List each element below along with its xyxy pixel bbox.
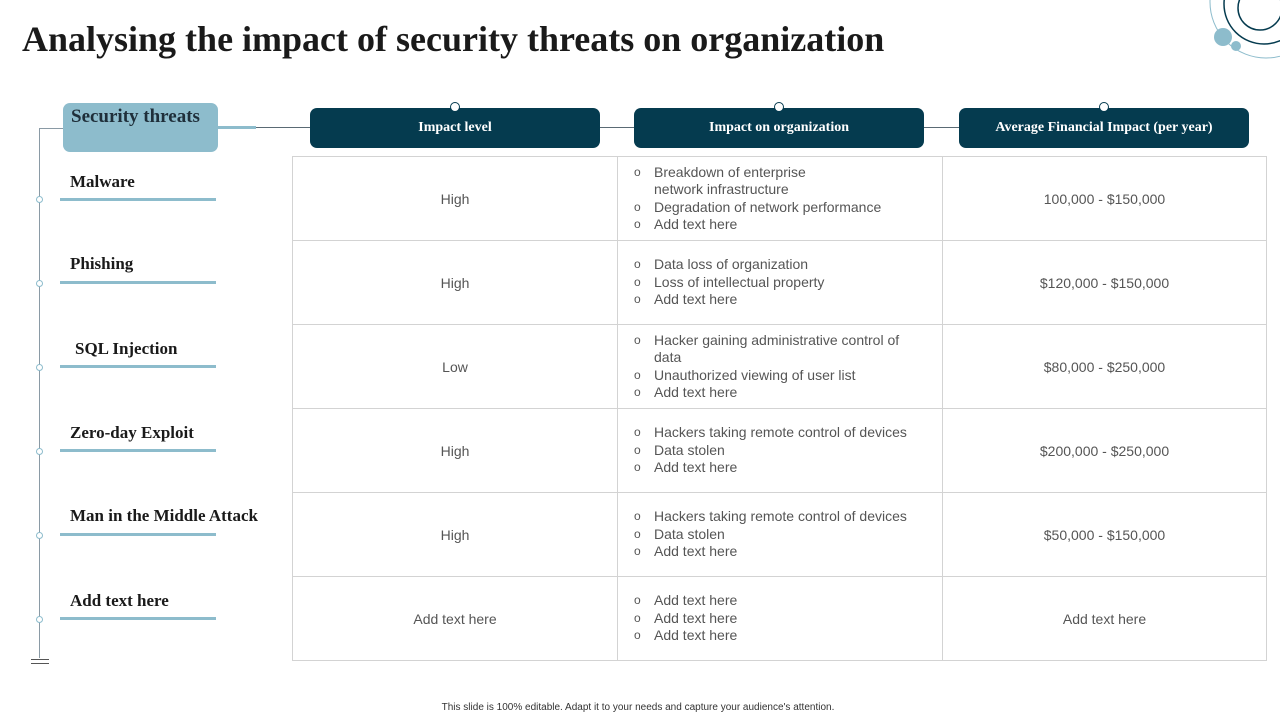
page-title: Analysing the impact of security threats on organization bbox=[22, 19, 885, 59]
impact-level-cell: High bbox=[293, 409, 618, 493]
threat-underline bbox=[60, 449, 216, 452]
impact-on-organization-cell bbox=[618, 157, 943, 241]
table-row bbox=[293, 493, 1267, 577]
impact-bullet: o Add text here bbox=[626, 543, 942, 561]
impact-bullet: o Data loss of organization bbox=[626, 256, 942, 274]
financial-impact-cell: $80,000 - $250,000 bbox=[943, 325, 1267, 409]
impact-on-organization-cell bbox=[618, 241, 943, 325]
impact-table bbox=[292, 156, 1267, 661]
header-impact-level: Impact level bbox=[310, 108, 600, 148]
timeline-dot bbox=[36, 364, 43, 371]
threat-zero-day-exploit bbox=[60, 423, 216, 503]
threat-underline bbox=[60, 281, 216, 284]
header-dot bbox=[1099, 102, 1109, 112]
threat-label: Man in the Middle Attack bbox=[70, 506, 258, 525]
threat-label: Zero-day Exploit bbox=[70, 423, 194, 442]
table-row bbox=[293, 241, 1267, 325]
timeline-dot bbox=[36, 448, 43, 455]
impact-bullet: o Loss of intellectual property bbox=[626, 274, 942, 292]
header-connector-accent bbox=[216, 126, 256, 129]
impact-on-organization-cell bbox=[618, 325, 943, 409]
timeline-base bbox=[31, 663, 49, 664]
impact-bullet: o Add text here bbox=[626, 459, 942, 477]
impact-bullet: o Hackers taking remote control of devices bbox=[626, 424, 942, 442]
impact-bullet: o Add text here bbox=[626, 384, 942, 402]
threat-man-in-the-middle bbox=[60, 506, 258, 586]
impact-bullet: o Hacker gaining administrative control of data bbox=[626, 332, 942, 367]
threat-label: Malware bbox=[70, 172, 135, 191]
impact-bullet: o Add text here bbox=[626, 627, 942, 645]
threat-malware bbox=[60, 172, 216, 252]
threat-underline bbox=[60, 198, 216, 201]
impact-bullet: o Add text here bbox=[626, 610, 942, 628]
impact-level-cell: High bbox=[293, 493, 618, 577]
impact-bullet: o Hackers taking remote control of devices bbox=[626, 508, 942, 526]
timeline-dot bbox=[36, 532, 43, 539]
timeline-cap bbox=[39, 128, 63, 129]
impact-bullet: o Add text here bbox=[626, 291, 942, 309]
financial-impact-cell: 100,000 - $150,000 bbox=[943, 157, 1267, 241]
table-row bbox=[293, 325, 1267, 409]
impact-bullet: o Data stolen bbox=[626, 442, 942, 460]
threat-phishing bbox=[60, 254, 216, 334]
impact-level-cell: High bbox=[293, 157, 618, 241]
impact-bullet: o Degradation of network performance bbox=[626, 199, 942, 217]
header-impact-on-organization: Impact on organization bbox=[634, 108, 924, 148]
threat-label: SQL Injection bbox=[75, 339, 178, 358]
impact-level-cell: High bbox=[293, 241, 618, 325]
impact-on-organization-cell bbox=[618, 493, 943, 577]
financial-impact-cell: $200,000 - $250,000 bbox=[943, 409, 1267, 493]
table-row bbox=[293, 577, 1267, 661]
impact-bullet: o Add text here bbox=[626, 592, 942, 610]
table-row bbox=[293, 409, 1267, 493]
financial-impact-cell: $120,000 - $150,000 bbox=[943, 241, 1267, 325]
threat-underline bbox=[60, 617, 216, 620]
timeline-base bbox=[31, 659, 49, 660]
threat-underline bbox=[60, 533, 216, 536]
threat-label: Add text here bbox=[70, 591, 169, 610]
threat-underline bbox=[60, 365, 216, 368]
header-dot bbox=[450, 102, 460, 112]
decorative-circles-icon bbox=[1200, 0, 1280, 64]
impact-bullet: o Data stolen bbox=[626, 526, 942, 544]
impact-on-organization-cell bbox=[618, 409, 943, 493]
impact-bullet: o Breakdown of enterprise network infrastructure bbox=[626, 164, 942, 199]
threat-sql-injection bbox=[60, 339, 216, 419]
header-dot bbox=[774, 102, 784, 112]
table-row bbox=[293, 157, 1267, 241]
financial-impact-cell: $50,000 - $150,000 bbox=[943, 493, 1267, 577]
timeline-dot bbox=[36, 280, 43, 287]
impact-level-cell: Add text here bbox=[293, 577, 618, 661]
impact-bullet: o Add text here bbox=[626, 216, 942, 234]
impact-on-organization-cell bbox=[618, 577, 943, 661]
timeline-dot bbox=[36, 196, 43, 203]
footer-note: This slide is 100% editable. Adapt it to your needs and capture your audience's attention. bbox=[441, 702, 835, 713]
header-average-financial-impact: Average Financial Impact (per year) bbox=[959, 108, 1249, 148]
threat-add-text bbox=[60, 591, 216, 671]
threat-label: Phishing bbox=[70, 254, 134, 273]
impact-bullet: o Unauthorized viewing of user list bbox=[626, 367, 942, 385]
financial-impact-cell: Add text here bbox=[943, 577, 1267, 661]
impact-level-cell: Low bbox=[293, 325, 618, 409]
timeline-spine bbox=[39, 128, 40, 658]
security-threats-header: Security threats bbox=[63, 103, 218, 152]
timeline-dot bbox=[36, 616, 43, 623]
